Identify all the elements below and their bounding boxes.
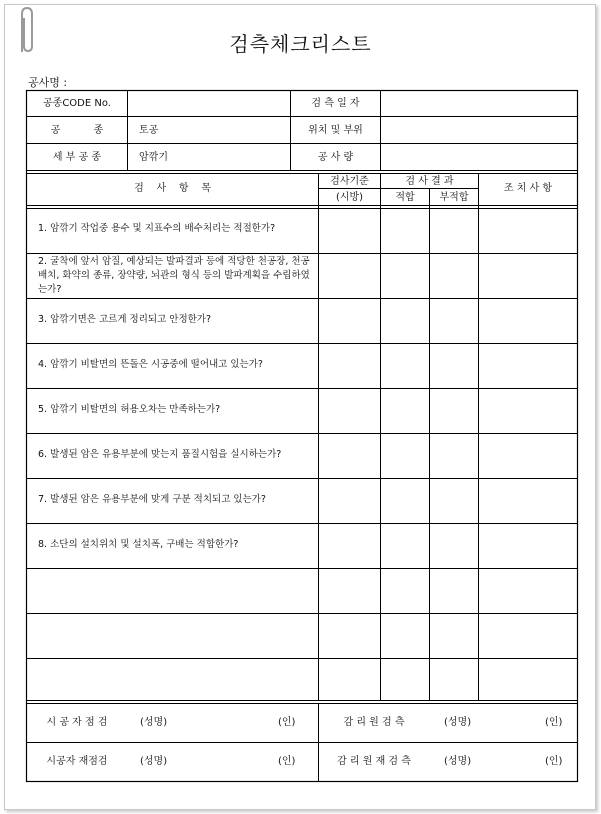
criteria-header: 검사기준	[330, 176, 369, 187]
contractor-check-label: 시 공 자 점 검	[46, 717, 108, 728]
contractor-resign: (성명)	[140, 756, 168, 767]
items-header: 검 사 항 목	[134, 183, 211, 194]
check-item: 1. 암깎기 작업중 용수 및 지표수의 배수처리는 적절한가?	[38, 223, 276, 234]
supervisor-reseal: (인)	[545, 756, 563, 767]
criteria-sub-header: (시방)	[335, 192, 364, 203]
project-name-label: 공사명 :	[28, 76, 68, 89]
result-header: 검 사 결 과	[405, 176, 454, 187]
supervisor-recheck-label: 감 리 원 재 검 측	[337, 756, 411, 767]
check-item: 3. 암깎기면은 고르게 정리되고 안정한가?	[38, 314, 212, 325]
quantity-label: 공 사 량	[317, 152, 354, 163]
contractor-sign: (성명)	[140, 717, 168, 728]
detail-work-value: 암깎기	[139, 152, 168, 163]
supervisor-sign: (성명)	[444, 717, 472, 728]
contractor-recheck-label: 시공자 재점검	[46, 756, 108, 767]
check-item: 5. 암깎기 비탈면의 허용오차는 만족하는가?	[38, 404, 221, 415]
inspect-date-label: 검 측 일 자	[311, 98, 360, 109]
check-item: 8. 소단의 설치위치 및 설치폭, 구배는 적합한가?	[38, 539, 239, 550]
supervisor-resign: (성명)	[444, 756, 472, 767]
pass-header: 적합	[395, 192, 415, 203]
work-type-value: 토공	[139, 125, 159, 136]
contractor-reseal: (인)	[278, 756, 296, 767]
check-item: 6. 발생된 암은 유용부분에 맞는지 품질시험을 실시하는가?	[38, 449, 282, 460]
action-header: 조 치 사 항	[503, 183, 553, 194]
supervisor-seal: (인)	[545, 717, 563, 728]
fail-header: 부적합	[439, 192, 469, 203]
work-type-label: 공 종	[50, 125, 104, 136]
detail-work-label: 세 부 공 종	[52, 152, 102, 163]
page-title: 검측체크리스트	[229, 32, 372, 56]
check-item: 7. 발생된 암은 유용부분에 맞게 구분 적치되고 있는가?	[38, 494, 266, 505]
supervisor-check-label: 감 리 원 검 측	[343, 717, 405, 728]
code-label: 공종CODE No.	[43, 98, 111, 109]
check-item: 2. 굴착에 앞서 암질, 예상되는 발파결과 등에 적당한 천공장, 천공배치, 화약의 종류, 장약량, 뇌관의 형식 등의 발파계획을 수립하였는가?	[38, 256, 310, 295]
location-label: 위치 및 부위	[308, 125, 363, 136]
contractor-seal: (인)	[278, 717, 296, 728]
check-item: 4. 암깎기 비탈면의 뜬돌은 시공중에 떨어내고 있는가?	[38, 359, 263, 370]
